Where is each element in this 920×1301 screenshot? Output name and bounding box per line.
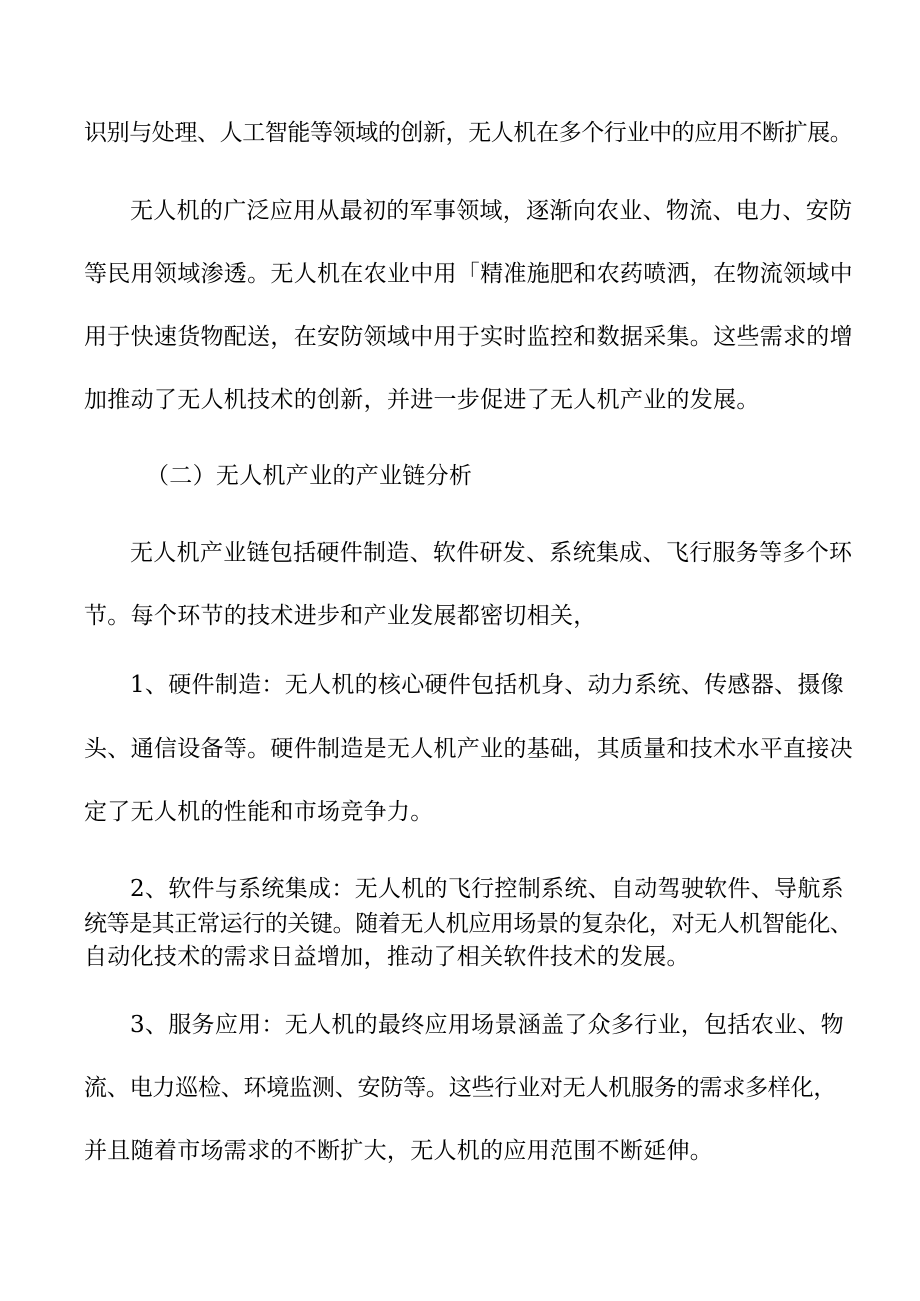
list-item-line: 并且随着市场需求的不断扩大，无人机的应用范围不断延伸。 (84, 1138, 714, 1164)
list-item-line: 自动化技术的需求日益增加，推动了相关软件技术的发展。 (84, 944, 690, 970)
paragraph-line: 节。每个环节的技术进步和产业发展都密切相关， (84, 603, 597, 629)
section-heading: （二）无人机产业的产业链分析 (146, 463, 473, 489)
list-item-line: 流、电力巡检、环境监测、安防等。这些行业对无人机服务的需求多样化， (84, 1075, 836, 1101)
list-item-line: 2、软件与系统集成：无人机的飞行控制系统、自动驾驶软件、导航系 (130, 876, 844, 902)
list-item-line: 统等是其正常运行的关键。随着无人机应用场景的复杂化，对无人机智能化、 (84, 911, 853, 937)
paragraph-line: 无人机的广泛应用从最初的军事领域，逐渐向农业、物流、电力、安防 (130, 198, 853, 224)
paragraph-line: 加推动了无人机技术的创新，并进一步促进了无人机产业的发展。 (84, 387, 760, 413)
paragraph-line: 无人机产业链包括硬件制造、软件研发、系统集成、飞行服务等多个环 (130, 540, 853, 566)
paragraph-line: 识别与处理、人工智能等领域的创新，无人机在多个行业中的应用不断扩展。 (84, 120, 853, 146)
list-item-line: 3、服务应用：无人机的最终应用场景涵盖了众多行业，包括农业、物 (130, 1012, 844, 1038)
paragraph-line: 用于快速货物配送，在安防领域中用于实时监控和数据采集。这些需求的增 (84, 324, 853, 350)
list-item-line: 头、通信设备等。硬件制造是无人机产业的基础，其质量和技术水平直接决 (84, 736, 853, 762)
list-item-line: 定了无人机的性能和市场竞争力。 (84, 799, 434, 825)
list-item-line: 1、硬件制造：无人机的核心硬件包括机身、动力系统、传感器、摄像 (130, 672, 844, 698)
paragraph-line: 等民用领域渗透。无人机在农业中用「精准施肥和农药喷洒，在物流领域中 (84, 261, 853, 287)
